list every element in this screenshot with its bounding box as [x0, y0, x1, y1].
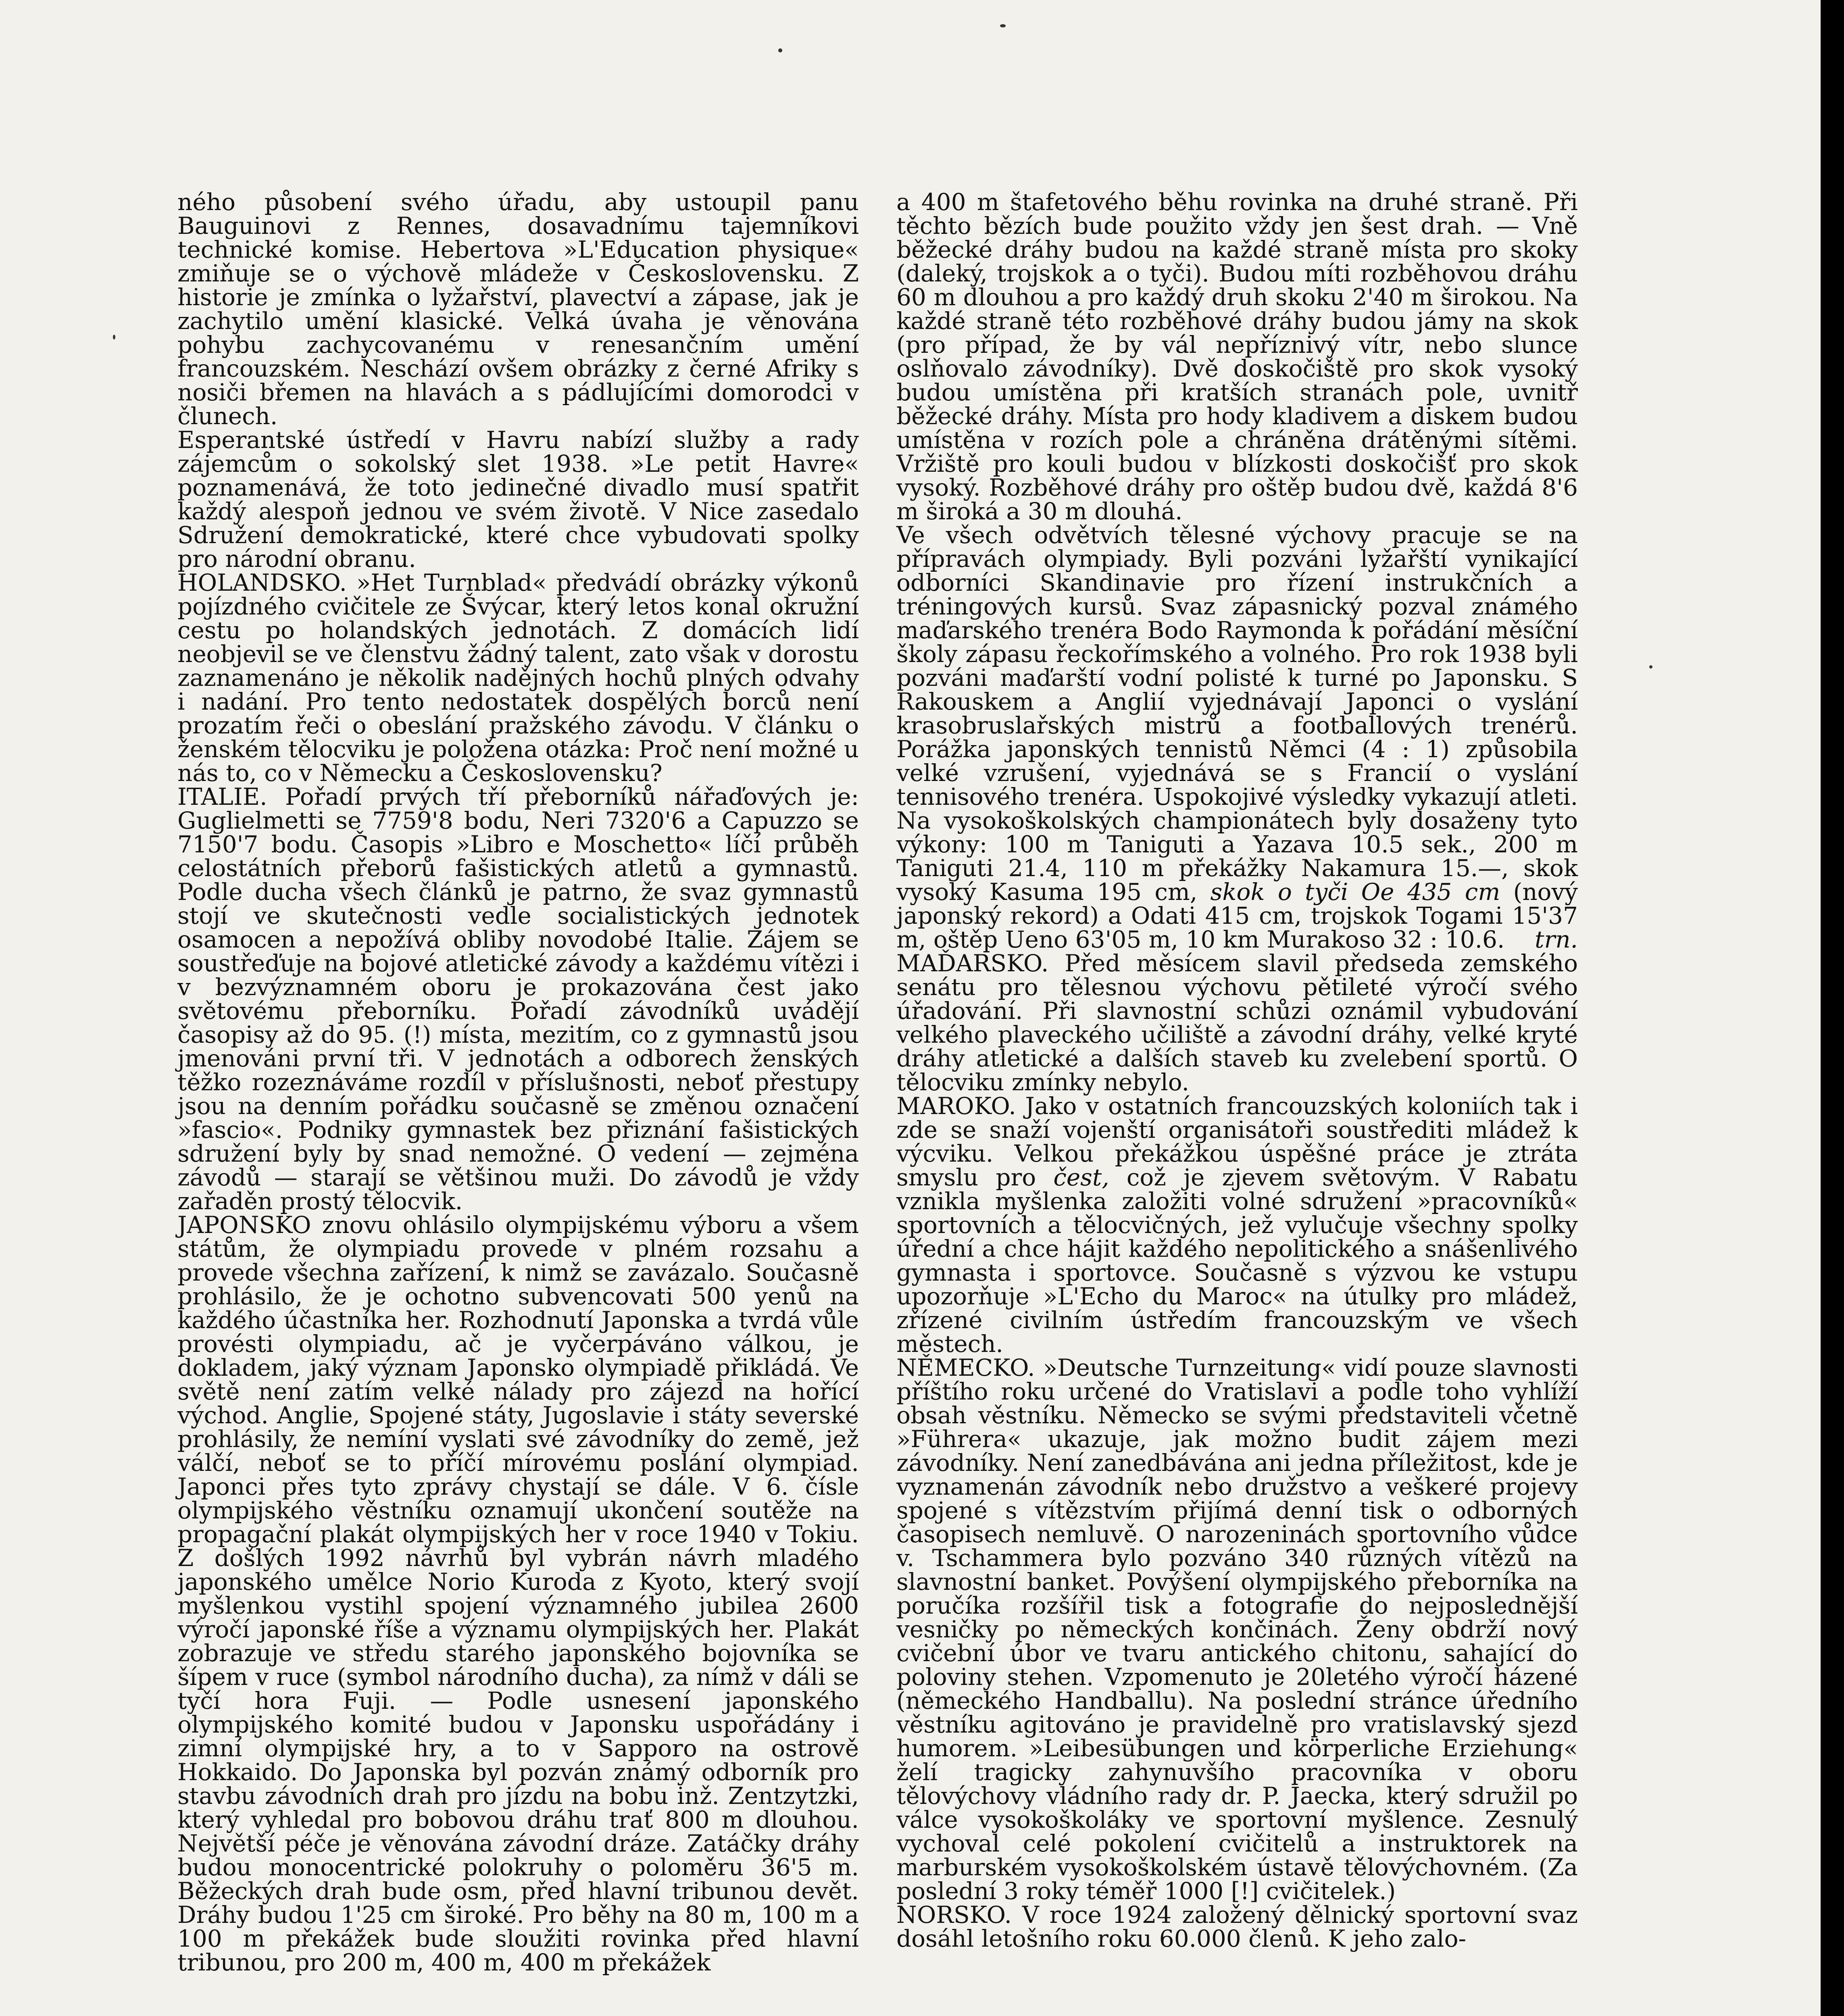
- pole-vault-record: skok o tyči Oe 435 cm: [1210, 878, 1500, 906]
- paragraph-holandsko: HOLANDSKO. »Het Turnblad« předvádí obrázky výkonů pojízdného cvičitele ze Švýcar, který letos konal okružní cestu po holandských jednotách. Z domácích lidí neobjevil se ve členstvu žádný talent, zato však v dorostu zaznamenáno je několik nadějných hochů plných odvahy i nadání. Pro tento nedostatek dospělých borců není prozatím řeči o obeslání pražského závodu. V článku o ženském tělocviku je položena otázka: Proč není možné u nás to, co v Německu a Československu?: [177, 569, 859, 787]
- paragraph-japonsko: JAPONSKO znovu ohlásilo olympijskému výboru a všem státům, že olympiadu provede v plném rozsahu a provede všechna zařízení, k nimž se zavázalo. Současně prohlásilo, že je ochotno subvencovati 500 yenů na každého účastníka her. Rozhodnutí Japonska a tvrdá vůle provésti olympiadu, ač je vyčerpáváno válkou, je dokladem, jaký význam Japonsko olympiadě přikládá. Ve světě není zatím velké nálady pro zájezd na hořící východ. Anglie, Spojené státy, Jugoslavie i státy severské prohlásily, že nemíní vyslati své závodníky do země, jež válčí, neboť se to příčí mírovému poslání olympiad. Japonci přes tyto zprávy chystají se dále. V 6. čísle olympijského věstníku oznamují ukončení soutěže na propagační plakát olympijských her v roce 1940 v Tokiu. Z došlých 1992 návrhů byl vybrán návrh mladého japonského umělce Norio Kuroda z Kyoto, který svojí myšlenkou vystihl spojení významného jubilea 2600 výročí japonské říše a významu olympijských her. Plakát zobrazuje ve středu starého japonského bojovníka se šípem v ruce (symbol národního ducha), za nímž v dáli se tyčí hora Fuji. — Podle usnesení japonského olympijského komité budou v Japonsku uspořádány i zimní olympijské hry, a to v Sapporo na ostrově Hokkaido. Do Japonska byl pozván známý odborník pro stavbu závodních drah pro jízdu na bobu inž. Zentzytzki, který vyhledal pro bobovou dráhu trať 800 m dlouhou. Největší péče je věnována závodní dráze. Zatáčky dráhy budou monocentrické polokruhy o poloměru 36'5 m. Běžeckých drah bude osm, před hlavní tribunou devět. Dráhy budou 1'25 cm široké. Pro běhy na 80 m, 100 m a 100 m překážek bude sloužiti rovinka před hlavní tribunou, pro 200 m, 400 m, 400 m překážek: [177, 1211, 859, 1976]
- paragraph-italie: ITALIE. Pořadí prvých tří přeborníků nářaďových je: Guglielmetti se 7759'8 bodu, Neri 7320'6 a Capuzzo se 7150'7 bodu. Časopis »Libro e Moschetto« líčí průběh celostátních přeborů fašistických atletů a gymnastů. Podle ducha všech článků je patrno, že svaz gymnastů stojí ve skutečnosti vedle socialistických jednotek osamocen a nepožívá obliby novodobé Italie. Zájem se soustřeďuje na bojové atletické závody a každému vítězi i v bezvýznamném oboru je prokazována čest jako světovému přeborníku. Pořadí závodníků uvádějí časopisy až do 95. (!) místa, mezitím, co z gymnastů jsou jmenováni první tři. V jednotách a odborech ženských těžko rozeznáváme rozdíl v příslušnosti, neboť přestupy jsou na denním pořádku současně se změnou označení »fascio«. Podniky gymnastek bez přiznání fašistických sdružení byly by snad nemožné. O vedení — zejména závodů — starají se většinou muži. Do závodů je vždy zařaděn prostý tělocvik.: [177, 783, 859, 1215]
- scan-border-right: [1821, 0, 1844, 2016]
- paragraph-nemecko: NĚMECKO. »Deutsche Turnzeitung« vidí pouze slavnosti příštího roku určené do Vratislavi a podle toho vyhlíží obsah věstníku. Německo se svými představiteli včetně »Führera« ukazuje, jak možno budit zájem mezi závodníky. Není zanedbávána ani jedna příležitost, kde je vyznamenán závodník nebo družstvo a veškeré projevy spojené s vítězstvím přijímá denní tisk o odborných časopisech nemluvě. O narozeninách sportovního vůdce v. Tschammera bylo pozváno 340 různých vítězů na slavnostní banket. Povýšení olympijského přeborníka na poručíka rozšířil tisk a fotografie do nejposlednější vesničky po německých končinách. Ženy obdrží nový cvičební úbor ve tvaru antického chitonu, sahající do poloviny stehen. Vzpomenuto je 20letého výročí házené (německého Handballu). Na poslední stránce úředního věstníku agitováno je pravidelně pro vratislavský sjezd humorem. »Leibesübungen und körperliche Erziehung« želí tragicky zahynuvšího pracovníka v oboru tělovýchovy vládního rady dr. P. Jaecka, který sdružil po válce vysokoškoláky ve sportovní myšlence. Zesnulý vychoval celé pokolení cvičitelů a instruktorek na marburském vysokoškolském ústavě tělovýchovném. (Za poslední 3 roky téměř 1000 [!] cvičitelek.): [896, 1354, 1578, 1905]
- left-column: [177, 190, 859, 1974]
- author-initials: trn.: [1535, 926, 1578, 953]
- scan-speck: [778, 48, 782, 52]
- paragraph-madarsko: MAĎARSKO. Před měsícem slavil předseda zemského senátu pro tělesnou výchovu pětileté výročí svého úřadování. Při slavnostní schůzi oznámil vybudování velkého plaveckého učiliště a závodní dráhy, velké kryté dráhy atletické a dalších staveb ku zvelebení sportů. O tělocviku zmínky nebylo.: [896, 950, 1578, 1096]
- paragraph-sport-education: ného působení svého úřadu, aby ustoupil panu Bauguinovi z Rennes, dosavadnímu tajemníkovi technické komise. Hebertova »L'Education physique« zmiňuje se o výchově mládeže v Československu. Z historie je zmínka o lyžařství, plavectví a zápase, jak je zachytilo umění klasické. Velká úvaha je věnována pohybu zachycovanému v renesančním umění francouzském. Neschází ovšem obrázky z černé Afriky s nosiči břemen na hlavách a s pádlujícími domorodci v člunech.: [177, 188, 859, 430]
- word-cest: čest,: [1053, 1164, 1109, 1191]
- paragraph-olympic-preparations: [896, 523, 1578, 952]
- scan-speck: [1000, 24, 1006, 27]
- paragraph-esperanto-havre: Esperantské ústředí v Havru nabízí služby a rady zájemcům o sokolský slet 1938. »Le petit Havre« poznamenává, že toto jedinečné divadlo musí spatřit každý alespoň jednou ve svém životě. V Nice zasedalo Sdružení demokratické, které chce vybudovati spolky pro národní obranu.: [177, 426, 859, 573]
- scan-speck: [1649, 665, 1652, 669]
- paragraph-maroko: [896, 1094, 1578, 1356]
- championship-results: Ve všech odvětvích tělesné výchovy pracuje se na přípravách olympiady. Byli pozváni lyžařští vynikající odborníci Skandinavie pro řízení instrukčních a tréningových kursů. Svaz zápasnický pozval známého maďarského trenéra Bodo Raymonda k pořádání měsíční školy zápasu řeckořímského a volného. Pro rok 1938 byli pozváni maďarští vodní polisté k turné po Japonsku. S Rakouskem a Anglií vyjednávají Japonci o vyslání krasobruslařských mistrů a footballových trenérů. Porážka japonských tennistů Němci (4 : 1) způsobila velké vzrušení, vyjednává se s Francií o vyslání tennisového trenéra. Uspokojivé výsledky vykazují atleti. Na vysokoškolských championátech byly dosaženy tyto výkony: 100 m Taniguti a Yazava 10.5 sek., 200 m Taniguti 21.4, 110 m překážky Nakamura 15.—, skok vysoký Kasuma 195 cm,: [896, 521, 1578, 906]
- scan-speck: [113, 335, 115, 339]
- right-column: [896, 190, 1578, 1951]
- results-continued: (nový japonský rekord) a Odati 415 cm, trojskok Togami 15'37 m, oštěp Ueno 63'05 m, 10 km Murakoso 32 : 10.6.: [896, 878, 1578, 953]
- paragraph-japonsko-tracks: a 400 m štafetového běhu rovinka na druhé straně. Při těchto bězích bude použito vždy jen šest drah. — Vně běžecké dráhy budou na každé straně místa pro skoky (daleký, trojskok a o tyči). Budou míti rozběhovou dráhu 60 m dlouhou a pro každý druh skoku 2'40 m širokou. Na každé straně této rozběhové dráhy budou jámy na skok (pro případ, že by vál nepříznivý vítr, nebo slunce oslňovalo závodníky). Dvě doskočiště pro skok vysoký budou umístěna při kratších stranách pole, uvnitř běžecké dráhy. Místa pro hody kladivem a diskem budou umístěna v rozích pole a chráněna drátěnými sítěmi. Vržiště pro kouli budou v blízkosti doskočišť pro skok vysoký. Rozběhové dráhy pro oštěp budou dvě, každá 8'6 m široká a 30 m dlouhá.: [896, 188, 1578, 525]
- maroko-rest: což je zjevem světovým. V Rabatu vznikla myšlenka založiti volné sdružení »pracovníků« sportovních a tělocvičných, jež vylučuje všechny spolky úřední a chce hájit každého nepolitického a snášenlivého gymnasta i sportovce. Současně s výzvou ke vstupu upozorňuje »L'Echo du Maroc« na útulky pro mládež, zřízené civilním ústředím francouzským ve všech městech.: [896, 1164, 1578, 1358]
- paragraph-norsko: NORSKO. V roce 1924 založený dělnický sportovní svaz dosáhl letošního roku 60.000 členů. K jeho zalo-: [896, 1901, 1578, 1952]
- maroko-intro: MAROKO. Jako v ostatních francouzských koloniích tak i zde se snaží vojenští organisátoři soustřediti mládež k výcviku. Velkou překážkou úspěšné práce je ztráta smyslu pro: [896, 1092, 1578, 1191]
